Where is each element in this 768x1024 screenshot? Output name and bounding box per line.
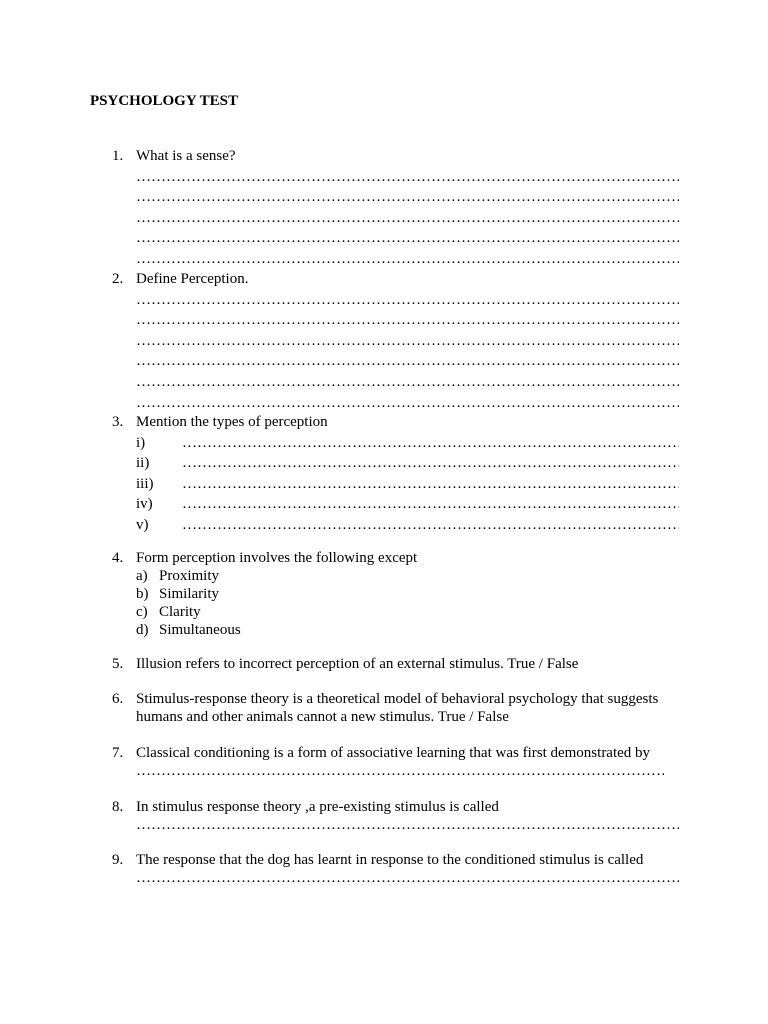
answer-line[interactable]: [136, 208, 679, 229]
question-text-line-1: Stimulus-response theory is a theoretical model of behavioral psychology that suggests: [136, 691, 659, 707]
roman-numeral: i): [136, 434, 146, 451]
question-number: 1.: [112, 148, 124, 164]
answer-line[interactable]: [182, 453, 679, 474]
answer-line[interactable]: [136, 249, 679, 270]
option-letter: b): [136, 586, 149, 602]
roman-item: [136, 515, 679, 536]
roman-item: [136, 453, 679, 474]
question-3: [112, 412, 682, 536]
answer-line[interactable]: [182, 494, 679, 515]
document-title: PSYCHOLOGY TEST: [90, 93, 238, 109]
answer-line[interactable]: [136, 817, 679, 835]
answer-line[interactable]: [136, 290, 679, 311]
answer-line[interactable]: [136, 870, 679, 888]
option-letter: a): [136, 568, 148, 584]
question-text: Classical conditioning is a form of associative learning that was first demonstrated by: [136, 745, 651, 761]
question-1: [112, 146, 682, 270]
option-c[interactable]: [136, 603, 679, 621]
question-text: The response that the dog has learnt in response to the conditioned stimulus is called: [136, 852, 644, 868]
question-number: 4.: [112, 550, 124, 566]
answer-line[interactable]: [136, 393, 679, 414]
question-6: [112, 691, 682, 726]
option-text: Proximity: [159, 568, 220, 584]
answer-line[interactable]: [136, 228, 679, 249]
option-d[interactable]: [136, 621, 679, 639]
answer-line[interactable]: [136, 372, 679, 393]
question-4: [112, 549, 682, 639]
roman-item: [136, 494, 679, 515]
roman-numeral: iii): [136, 475, 154, 492]
question-7: [112, 745, 682, 780]
answer-line[interactable]: [136, 167, 679, 188]
question-number: 7.: [112, 745, 124, 761]
question-number: 3.: [112, 414, 124, 430]
question-text: What is a sense?: [136, 148, 236, 164]
answer-line[interactable]: [182, 474, 679, 495]
answer-line[interactable]: [136, 187, 679, 208]
question-text: Illusion refers to incorrect perception of an external stimulus. True / False: [136, 656, 579, 672]
roman-item: [136, 474, 679, 495]
roman-numeral: v): [136, 516, 149, 533]
question-text: In stimulus response theory ,a pre-existing stimulus is called: [136, 799, 499, 815]
question-text: Form perception involves the following except: [136, 550, 418, 566]
answer-line[interactable]: [136, 310, 679, 331]
roman-item: [136, 433, 679, 454]
question-8: [112, 799, 682, 834]
question-number: 8.: [112, 799, 124, 815]
question-9: [112, 852, 682, 887]
option-letter: c): [136, 604, 148, 620]
question-number: 2.: [112, 271, 124, 287]
question-text-line-2: humans and other animals cannot a new stimulus. True / False: [136, 708, 509, 725]
option-text: Clarity: [159, 604, 201, 620]
question-text: Mention the types of perception: [136, 414, 328, 430]
answer-line[interactable]: [182, 433, 679, 454]
answer-line[interactable]: [136, 351, 679, 372]
option-b[interactable]: [136, 585, 679, 603]
roman-numeral: ii): [136, 455, 150, 472]
option-text: Similarity: [159, 586, 219, 602]
roman-numeral: iv): [136, 496, 153, 513]
answer-line[interactable]: [136, 763, 664, 781]
answer-line[interactable]: [136, 331, 679, 352]
question-number: 5.: [112, 656, 124, 672]
question-5: [112, 656, 682, 674]
answer-line[interactable]: [182, 515, 679, 536]
option-text: Simultaneous: [159, 622, 241, 638]
option-a[interactable]: [136, 567, 679, 585]
option-letter: d): [136, 622, 149, 638]
question-2: [112, 269, 682, 413]
question-number: 6.: [112, 691, 124, 707]
question-text: Define Perception.: [136, 271, 249, 287]
question-number: 9.: [112, 852, 124, 868]
